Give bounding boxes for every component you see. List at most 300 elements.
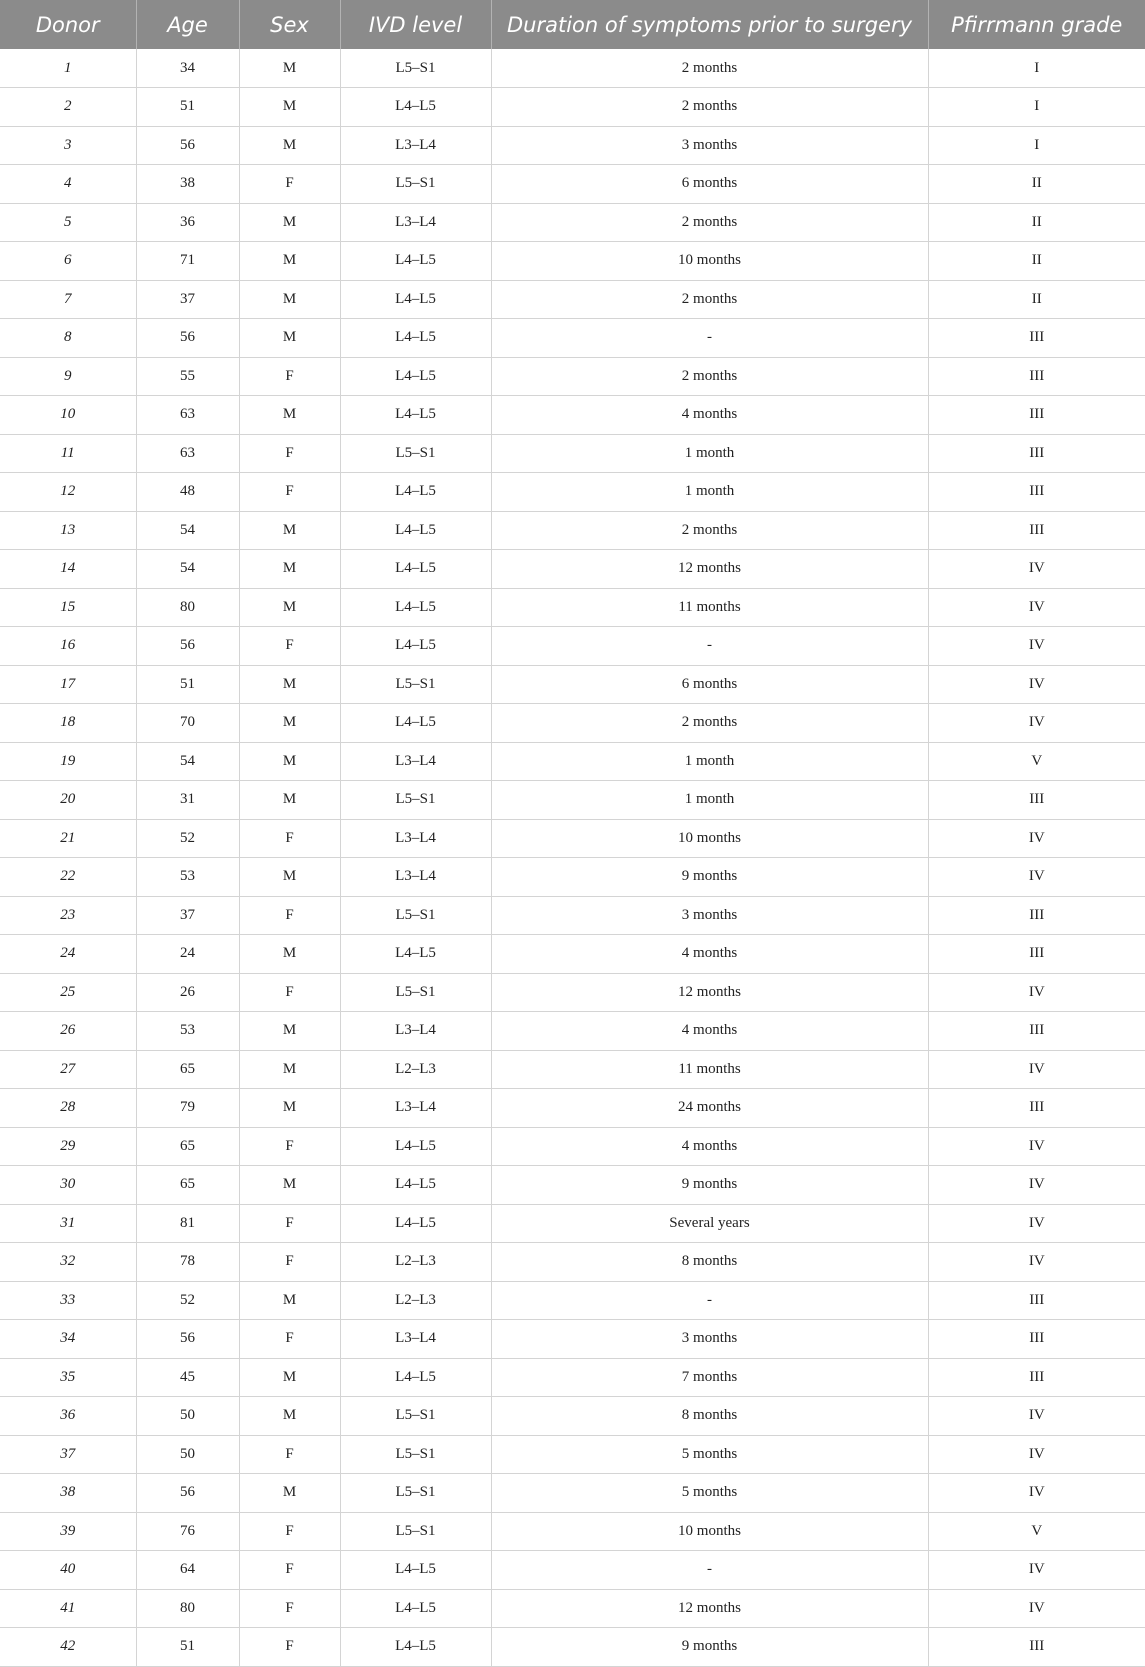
cell-sex: F — [239, 1204, 340, 1243]
cell-sex: F — [239, 1243, 340, 1282]
header-sex: Sex — [239, 0, 340, 49]
cell-age: 50 — [136, 1435, 239, 1474]
cell-donor: 2 — [0, 88, 136, 127]
cell-age: 54 — [136, 742, 239, 781]
cell-pfirrmann-grade: III — [928, 1358, 1145, 1397]
cell-donor: 7 — [0, 280, 136, 319]
cell-donor: 24 — [0, 935, 136, 974]
cell-donor: 8 — [0, 319, 136, 358]
cell-donor: 26 — [0, 1012, 136, 1051]
table-header — [0, 0, 1145, 49]
cell-age: 80 — [136, 588, 239, 627]
cell-donor: 42 — [0, 1628, 136, 1667]
cell-ivd-level: L4–L5 — [340, 627, 491, 666]
cell-age: 54 — [136, 511, 239, 550]
cell-sex: M — [239, 1281, 340, 1320]
cell-pfirrmann-grade: IV — [928, 704, 1145, 743]
table-row — [0, 1089, 1145, 1128]
table-row — [0, 434, 1145, 473]
cell-ivd-level: L3–L4 — [340, 1089, 491, 1128]
cell-pfirrmann-grade: IV — [928, 1551, 1145, 1590]
cell-donor: 1 — [0, 49, 136, 88]
cell-sex: M — [239, 1050, 340, 1089]
cell-pfirrmann-grade: I — [928, 126, 1145, 165]
cell-sex: M — [239, 511, 340, 550]
cell-age: 53 — [136, 1012, 239, 1051]
table-body — [0, 49, 1145, 1666]
table-row — [0, 242, 1145, 281]
cell-ivd-level: L4–L5 — [340, 357, 491, 396]
cell-duration: 8 months — [491, 1397, 928, 1436]
cell-duration: 12 months — [491, 1589, 928, 1628]
cell-ivd-level: L5–S1 — [340, 434, 491, 473]
cell-donor: 37 — [0, 1435, 136, 1474]
cell-sex: F — [239, 1589, 340, 1628]
cell-donor: 16 — [0, 627, 136, 666]
cell-sex: M — [239, 242, 340, 281]
cell-sex: M — [239, 49, 340, 88]
cell-donor: 40 — [0, 1551, 136, 1590]
cell-pfirrmann-grade: III — [928, 1320, 1145, 1359]
cell-sex: M — [239, 1166, 340, 1205]
cell-pfirrmann-grade: II — [928, 242, 1145, 281]
cell-sex: F — [239, 819, 340, 858]
header-age: Age — [136, 0, 239, 49]
cell-age: 56 — [136, 1474, 239, 1513]
cell-pfirrmann-grade: III — [928, 396, 1145, 435]
cell-ivd-level: L4–L5 — [340, 1166, 491, 1205]
cell-ivd-level: L4–L5 — [340, 319, 491, 358]
cell-age: 56 — [136, 1320, 239, 1359]
cell-duration: 8 months — [491, 1243, 928, 1282]
cell-donor: 32 — [0, 1243, 136, 1282]
cell-duration: 4 months — [491, 1127, 928, 1166]
table-row — [0, 165, 1145, 204]
cell-pfirrmann-grade: IV — [928, 1127, 1145, 1166]
cell-duration: 9 months — [491, 1166, 928, 1205]
cell-age: 80 — [136, 1589, 239, 1628]
cell-sex: M — [239, 858, 340, 897]
cell-sex: M — [239, 781, 340, 820]
cell-pfirrmann-grade: IV — [928, 1474, 1145, 1513]
cell-sex: F — [239, 1551, 340, 1590]
cell-duration: 2 months — [491, 357, 928, 396]
cell-ivd-level: L4–L5 — [340, 242, 491, 281]
cell-duration: 24 months — [491, 1089, 928, 1128]
cell-ivd-level: L4–L5 — [340, 280, 491, 319]
cell-age: 51 — [136, 1628, 239, 1667]
cell-sex: M — [239, 88, 340, 127]
cell-pfirrmann-grade: IV — [928, 1166, 1145, 1205]
cell-duration: 2 months — [491, 511, 928, 550]
cell-pfirrmann-grade: I — [928, 49, 1145, 88]
table-row — [0, 858, 1145, 897]
cell-ivd-level: L3–L4 — [340, 203, 491, 242]
cell-pfirrmann-grade: III — [928, 357, 1145, 396]
cell-sex: M — [239, 665, 340, 704]
cell-pfirrmann-grade: III — [928, 935, 1145, 974]
cell-duration: 3 months — [491, 126, 928, 165]
cell-pfirrmann-grade: III — [928, 1012, 1145, 1051]
table-row — [0, 396, 1145, 435]
cell-donor: 34 — [0, 1320, 136, 1359]
table-row — [0, 896, 1145, 935]
table-row — [0, 1397, 1145, 1436]
cell-ivd-level: L4–L5 — [340, 88, 491, 127]
cell-ivd-level: L4–L5 — [340, 704, 491, 743]
header-ivd-level: IVD level — [340, 0, 491, 49]
cell-duration: 4 months — [491, 935, 928, 974]
cell-age: 81 — [136, 1204, 239, 1243]
cell-ivd-level: L3–L4 — [340, 126, 491, 165]
cell-duration: Several years — [491, 1204, 928, 1243]
cell-donor: 21 — [0, 819, 136, 858]
table-row — [0, 1320, 1145, 1359]
cell-sex: M — [239, 319, 340, 358]
cell-ivd-level: L5–S1 — [340, 1435, 491, 1474]
cell-age: 52 — [136, 819, 239, 858]
cell-pfirrmann-grade: IV — [928, 1435, 1145, 1474]
cell-duration: 6 months — [491, 665, 928, 704]
cell-sex: M — [239, 280, 340, 319]
cell-age: 45 — [136, 1358, 239, 1397]
header-row — [0, 0, 1145, 49]
cell-sex: M — [239, 1358, 340, 1397]
table-row — [0, 1358, 1145, 1397]
cell-pfirrmann-grade: III — [928, 781, 1145, 820]
table-row — [0, 1204, 1145, 1243]
cell-ivd-level: L5–S1 — [340, 1397, 491, 1436]
header-pfirrmann-grade: Pfirrmann grade — [951, 12, 1123, 37]
cell-donor: 6 — [0, 242, 136, 281]
cell-donor: 25 — [0, 973, 136, 1012]
cell-duration: 11 months — [491, 588, 928, 627]
cell-sex: M — [239, 550, 340, 589]
cell-donor: 29 — [0, 1127, 136, 1166]
cell-ivd-level: L4–L5 — [340, 1204, 491, 1243]
cell-donor: 28 — [0, 1089, 136, 1128]
cell-ivd-level: L4–L5 — [340, 1358, 491, 1397]
cell-duration: 12 months — [491, 550, 928, 589]
table-row — [0, 973, 1145, 1012]
cell-pfirrmann-grade: IV — [928, 1589, 1145, 1628]
table-row — [0, 1551, 1145, 1590]
cell-duration: 12 months — [491, 973, 928, 1012]
cell-age: 70 — [136, 704, 239, 743]
cell-ivd-level: L5–S1 — [340, 896, 491, 935]
cell-ivd-level: L4–L5 — [340, 396, 491, 435]
table-row — [0, 1435, 1145, 1474]
cell-duration: - — [491, 627, 928, 666]
cell-pfirrmann-grade: III — [928, 896, 1145, 935]
cell-duration: 9 months — [491, 1628, 928, 1667]
cell-pfirrmann-grade: IV — [928, 627, 1145, 666]
cell-donor: 14 — [0, 550, 136, 589]
cell-ivd-level: L4–L5 — [340, 473, 491, 512]
cell-age: 51 — [136, 88, 239, 127]
cell-ivd-level: L5–S1 — [340, 973, 491, 1012]
cell-age: 79 — [136, 1089, 239, 1128]
table-row — [0, 88, 1145, 127]
cell-pfirrmann-grade: V — [928, 742, 1145, 781]
cell-pfirrmann-grade: II — [928, 203, 1145, 242]
cell-pfirrmann-grade: IV — [928, 665, 1145, 704]
cell-pfirrmann-grade: III — [928, 1628, 1145, 1667]
cell-duration: 7 months — [491, 1358, 928, 1397]
cell-pfirrmann-grade: III — [928, 1281, 1145, 1320]
cell-pfirrmann-grade: V — [928, 1512, 1145, 1551]
cell-donor: 30 — [0, 1166, 136, 1205]
table-row — [0, 126, 1145, 165]
cell-donor: 20 — [0, 781, 136, 820]
cell-duration: 10 months — [491, 819, 928, 858]
cell-age: 26 — [136, 973, 239, 1012]
table-row — [0, 588, 1145, 627]
cell-sex: F — [239, 1320, 340, 1359]
table-row — [0, 1589, 1145, 1628]
cell-duration: 1 month — [491, 781, 928, 820]
cell-duration: 10 months — [491, 1512, 928, 1551]
cell-age: 63 — [136, 434, 239, 473]
cell-ivd-level: L3–L4 — [340, 1012, 491, 1051]
cell-ivd-level: L2–L3 — [340, 1243, 491, 1282]
cell-sex: F — [239, 473, 340, 512]
cell-pfirrmann-grade: IV — [928, 1397, 1145, 1436]
cell-pfirrmann-grade: III — [928, 511, 1145, 550]
cell-sex: F — [239, 1435, 340, 1474]
cell-age: 48 — [136, 473, 239, 512]
table-row — [0, 473, 1145, 512]
table-row — [0, 280, 1145, 319]
cell-sex: M — [239, 126, 340, 165]
cell-ivd-level: L4–L5 — [340, 1628, 491, 1667]
cell-sex: M — [239, 704, 340, 743]
cell-donor: 38 — [0, 1474, 136, 1513]
cell-duration: - — [491, 1281, 928, 1320]
table-row — [0, 1127, 1145, 1166]
cell-age: 37 — [136, 896, 239, 935]
cell-sex: M — [239, 1474, 340, 1513]
cell-duration: 1 month — [491, 742, 928, 781]
cell-age: 63 — [136, 396, 239, 435]
table-row — [0, 550, 1145, 589]
cell-age: 38 — [136, 165, 239, 204]
cell-pfirrmann-grade: III — [928, 1089, 1145, 1128]
cell-ivd-level: L4–L5 — [340, 511, 491, 550]
cell-pfirrmann-grade: IV — [928, 858, 1145, 897]
cell-age: 51 — [136, 665, 239, 704]
cell-donor: 36 — [0, 1397, 136, 1436]
cell-donor: 11 — [0, 434, 136, 473]
cell-pfirrmann-grade: IV — [928, 1204, 1145, 1243]
cell-donor: 39 — [0, 1512, 136, 1551]
cell-age: 78 — [136, 1243, 239, 1282]
cell-ivd-level: L4–L5 — [340, 935, 491, 974]
cell-pfirrmann-grade: II — [928, 165, 1145, 204]
cell-sex: M — [239, 1397, 340, 1436]
table-row — [0, 627, 1145, 666]
cell-age: 56 — [136, 126, 239, 165]
cell-ivd-level: L4–L5 — [340, 1551, 491, 1590]
cell-pfirrmann-grade: IV — [928, 1050, 1145, 1089]
cell-duration: 11 months — [491, 1050, 928, 1089]
cell-donor: 3 — [0, 126, 136, 165]
table-row — [0, 665, 1145, 704]
cell-donor: 13 — [0, 511, 136, 550]
cell-pfirrmann-grade: IV — [928, 1243, 1145, 1282]
cell-pfirrmann-grade: IV — [928, 973, 1145, 1012]
cell-duration: 3 months — [491, 896, 928, 935]
cell-sex: F — [239, 357, 340, 396]
cell-duration: 9 months — [491, 858, 928, 897]
cell-sex: M — [239, 742, 340, 781]
cell-ivd-level: L5–S1 — [340, 781, 491, 820]
cell-ivd-level: L2–L3 — [340, 1050, 491, 1089]
cell-duration: 1 month — [491, 473, 928, 512]
header-duration: Duration of symptoms prior to surgery — [491, 0, 928, 49]
cell-duration: 4 months — [491, 396, 928, 435]
cell-pfirrmann-grade: II — [928, 280, 1145, 319]
cell-age: 65 — [136, 1050, 239, 1089]
cell-sex: F — [239, 165, 340, 204]
cell-ivd-level: L3–L4 — [340, 742, 491, 781]
cell-duration: 4 months — [491, 1012, 928, 1051]
cell-sex: M — [239, 1089, 340, 1128]
cell-age: 24 — [136, 935, 239, 974]
table-row — [0, 1050, 1145, 1089]
cell-sex: F — [239, 1127, 340, 1166]
table-row — [0, 511, 1145, 550]
table-row — [0, 319, 1145, 358]
cell-ivd-level: L4–L5 — [340, 1127, 491, 1166]
cell-age: 76 — [136, 1512, 239, 1551]
table-row — [0, 1281, 1145, 1320]
cell-ivd-level: L2–L3 — [340, 1281, 491, 1320]
cell-ivd-level: L5–S1 — [340, 1512, 491, 1551]
cell-ivd-level: L4–L5 — [340, 550, 491, 589]
table-row — [0, 1474, 1145, 1513]
cell-duration: 2 months — [491, 88, 928, 127]
cell-donor: 17 — [0, 665, 136, 704]
cell-age: 64 — [136, 1551, 239, 1590]
table-row — [0, 1628, 1145, 1667]
cell-age: 31 — [136, 781, 239, 820]
cell-age: 37 — [136, 280, 239, 319]
cell-sex: F — [239, 627, 340, 666]
cell-donor: 10 — [0, 396, 136, 435]
cell-sex: F — [239, 896, 340, 935]
cell-duration: 2 months — [491, 280, 928, 319]
cell-age: 71 — [136, 242, 239, 281]
cell-donor: 9 — [0, 357, 136, 396]
cell-donor: 18 — [0, 704, 136, 743]
cell-duration: - — [491, 1551, 928, 1590]
cell-pfirrmann-grade: I — [928, 88, 1145, 127]
table-row — [0, 935, 1145, 974]
table-row — [0, 1512, 1145, 1551]
table-row — [0, 819, 1145, 858]
cell-pfirrmann-grade: IV — [928, 819, 1145, 858]
cell-donor: 15 — [0, 588, 136, 627]
cell-age: 65 — [136, 1127, 239, 1166]
cell-sex: F — [239, 973, 340, 1012]
cell-duration: 2 months — [491, 704, 928, 743]
cell-pfirrmann-grade: III — [928, 434, 1145, 473]
cell-duration: 5 months — [491, 1474, 928, 1513]
cell-age: 53 — [136, 858, 239, 897]
table-row — [0, 742, 1145, 781]
cell-duration: 10 months — [491, 242, 928, 281]
cell-donor: 33 — [0, 1281, 136, 1320]
cell-sex: M — [239, 1012, 340, 1051]
cell-ivd-level: L5–S1 — [340, 165, 491, 204]
cell-ivd-level: L3–L4 — [340, 1320, 491, 1359]
cell-age: 52 — [136, 1281, 239, 1320]
cell-ivd-level: L5–S1 — [340, 1474, 491, 1513]
cell-age: 50 — [136, 1397, 239, 1436]
cell-sex: F — [239, 434, 340, 473]
cell-donor: 12 — [0, 473, 136, 512]
cell-donor: 22 — [0, 858, 136, 897]
header-donor: Donor — [0, 0, 136, 49]
cell-age: 56 — [136, 319, 239, 358]
cell-donor: 4 — [0, 165, 136, 204]
cell-donor: 19 — [0, 742, 136, 781]
cell-age: 54 — [136, 550, 239, 589]
cell-duration: 2 months — [491, 203, 928, 242]
table-row — [0, 203, 1145, 242]
cell-sex: F — [239, 1628, 340, 1667]
cell-pfirrmann-grade: IV — [928, 550, 1145, 589]
cell-age: 65 — [136, 1166, 239, 1205]
cell-sex: M — [239, 588, 340, 627]
table-row — [0, 704, 1145, 743]
cell-sex: M — [239, 396, 340, 435]
cell-sex: F — [239, 1512, 340, 1551]
cell-age: 56 — [136, 627, 239, 666]
table-row — [0, 781, 1145, 820]
cell-age: 34 — [136, 49, 239, 88]
cell-donor: 27 — [0, 1050, 136, 1089]
cell-duration: 3 months — [491, 1320, 928, 1359]
cell-donor: 31 — [0, 1204, 136, 1243]
cell-pfirrmann-grade: III — [928, 319, 1145, 358]
cell-donor: 35 — [0, 1358, 136, 1397]
cell-donor: 41 — [0, 1589, 136, 1628]
table-row — [0, 49, 1145, 88]
table-row — [0, 1166, 1145, 1205]
cell-donor: 23 — [0, 896, 136, 935]
cell-age: 36 — [136, 203, 239, 242]
cell-duration: 5 months — [491, 1435, 928, 1474]
cell-pfirrmann-grade: IV — [928, 588, 1145, 627]
cell-age: 55 — [136, 357, 239, 396]
cell-ivd-level: L3–L4 — [340, 819, 491, 858]
table-row — [0, 1012, 1145, 1051]
cell-duration: - — [491, 319, 928, 358]
cell-ivd-level: L5–S1 — [340, 665, 491, 704]
cell-ivd-level: L5–S1 — [340, 49, 491, 88]
cell-ivd-level: L3–L4 — [340, 858, 491, 897]
cell-donor: 5 — [0, 203, 136, 242]
table-row — [0, 1243, 1145, 1282]
cell-sex: M — [239, 935, 340, 974]
cell-duration: 1 month — [491, 434, 928, 473]
table-row — [0, 357, 1145, 396]
cell-ivd-level: L4–L5 — [340, 1589, 491, 1628]
cell-duration: 6 months — [491, 165, 928, 204]
cell-ivd-level: L4–L5 — [340, 588, 491, 627]
